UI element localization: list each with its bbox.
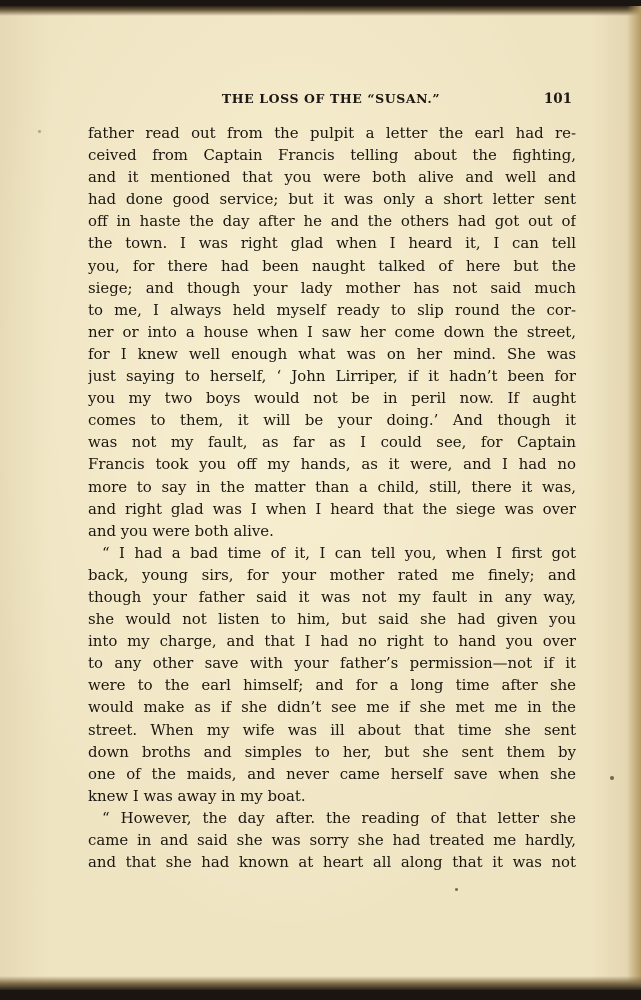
text-line: street. When my wife was ill about that time she sent — [88, 720, 576, 739]
text-line: comes to them, it will be your doing.’ And though it — [88, 411, 576, 430]
text-line: off in haste the day after he and the others had got out of — [88, 212, 576, 231]
text-line: she would not listen to him, but said she had given you — [88, 610, 576, 629]
text-line: was not my fault, as far as I could see, for Captain — [88, 433, 576, 452]
text-line: just saying to herself, ‘ John Lirriper, if it hadn’t been for — [88, 367, 576, 386]
text-line: you, for there had been naught talked of here but the — [88, 256, 576, 275]
text-line: you my two boys would not be in peril now. If aught — [88, 389, 576, 408]
text-line: and right glad was I when I heard that the siege was over — [88, 499, 576, 518]
text-line: would make as if she didn’t see me if she met me in the — [88, 698, 576, 717]
text-line: one of the maids, and never came herself save when she — [88, 764, 576, 783]
body-text — [88, 122, 576, 873]
running-title: THE LOSS OF THE “SUSAN.” — [221, 91, 441, 106]
text-line: though your father said it was not my fault in any way, — [88, 587, 576, 606]
page-header — [90, 91, 572, 111]
text-line: were to the earl himself; and for a long time after she — [88, 676, 576, 695]
text-line: siege; and though your lady mother has not said much — [88, 278, 576, 297]
text-line: knew I was away in my boat. — [88, 786, 306, 805]
page-top-shadow — [0, 6, 641, 16]
text-line: father read out from the pulpit a letter the earl had re- — [88, 124, 576, 142]
text-line: and that she had known at heart all along that it was not — [88, 853, 576, 872]
text-line: “ I had a bad time of it, I can tell you, when I first got — [102, 543, 576, 562]
paper-speck — [455, 888, 458, 891]
text-line: more to say in the matter than a child, still, there it was, — [88, 477, 576, 496]
text-line: down broths and simples to her, but she sent them by — [88, 742, 576, 761]
text-line: ner or into a house when I saw her come down the street, — [88, 322, 576, 341]
page-right-shadow — [627, 6, 641, 990]
text-line: “ However, the day after. the reading of that letter she — [102, 808, 576, 827]
text-line: Francis took you off my hands, as it were, and I had no — [88, 455, 576, 474]
text-line: came in and said she was sorry she had treated me hardly, — [88, 831, 576, 849]
text-line: the town. I was right glad when I heard it, I can tell — [88, 234, 576, 253]
paper-speck — [38, 130, 41, 133]
page-bottom-shadow — [0, 976, 641, 990]
text-line: for I knew well enough what was on her mind. She was — [88, 344, 576, 363]
text-line: ceived from Captain Francis telling about the fighting, — [88, 146, 576, 165]
book-page — [0, 6, 641, 990]
text-line: into my charge, and that I had no right to hand you over — [88, 632, 576, 651]
text-line: to me, I always held myself ready to slip round the cor- — [88, 300, 576, 319]
text-line: back, young sirs, for your mother rated me finely; and — [88, 565, 576, 584]
text-line: and you were both alive. — [88, 521, 274, 540]
text-line: and it mentioned that you were both alive and well and — [88, 168, 576, 187]
text-line: had done good service; but it was only a short letter sent — [88, 190, 576, 209]
paper-speck — [610, 776, 614, 780]
page-number: 101 — [543, 91, 572, 107]
text-line: to any other save with your father’s permission—not if it — [88, 654, 576, 673]
